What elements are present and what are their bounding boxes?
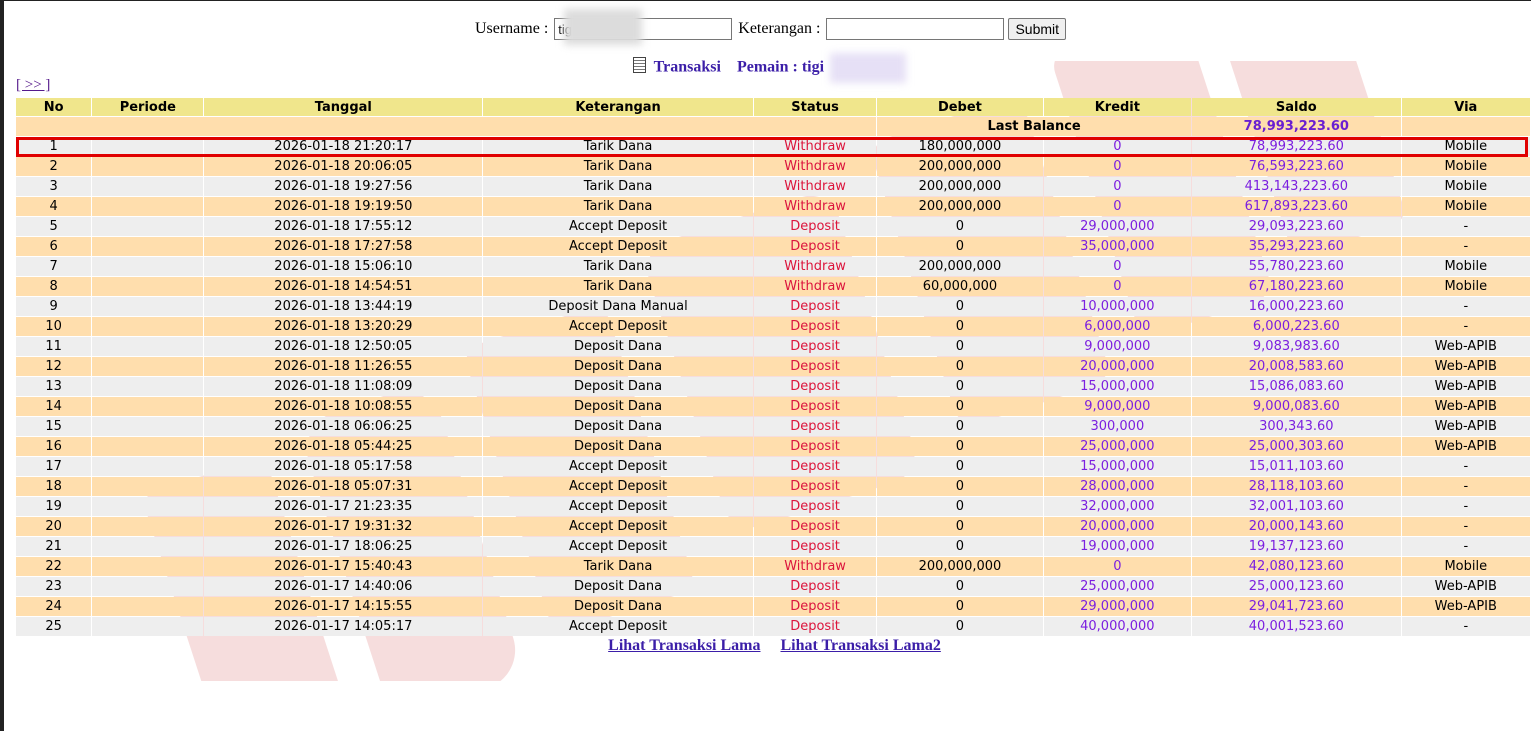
cell-status: Withdraw bbox=[754, 177, 876, 196]
cell-tanggal: 2026-01-18 10:08:55 bbox=[204, 397, 482, 416]
cell-no: 8 bbox=[16, 277, 91, 296]
cell-tanggal: 2026-01-18 05:17:58 bbox=[204, 457, 482, 476]
cell-keterangan: Accept Deposit bbox=[483, 617, 753, 636]
cell-kredit: 29,000,000 bbox=[1044, 217, 1191, 236]
submit-button[interactable]: Submit bbox=[1008, 18, 1066, 40]
cell-kredit: 10,000,000 bbox=[1044, 297, 1191, 316]
cell-tanggal: 2026-01-18 13:20:29 bbox=[204, 317, 482, 336]
cell-no: 14 bbox=[16, 397, 91, 416]
cell-kredit: 32,000,000 bbox=[1044, 497, 1191, 516]
cell-periode bbox=[92, 597, 203, 616]
keterangan-label: Keterangan : bbox=[738, 19, 821, 37]
cell-via: - bbox=[1402, 297, 1530, 316]
cell-status: Deposit bbox=[754, 397, 876, 416]
cell-saldo: 29,093,223.60 bbox=[1192, 217, 1401, 236]
cell-debet: 0 bbox=[877, 577, 1042, 596]
cell-kredit: 0 bbox=[1044, 177, 1191, 196]
cell-periode bbox=[92, 297, 203, 316]
cell-debet: 0 bbox=[877, 337, 1042, 356]
col-periode: Periode bbox=[92, 98, 203, 116]
table-row bbox=[16, 277, 1530, 296]
cell-debet: 200,000,000 bbox=[877, 157, 1042, 176]
cell-debet: 0 bbox=[877, 397, 1042, 416]
cell-tanggal: 2026-01-18 17:27:58 bbox=[204, 237, 482, 256]
cell-saldo: 42,080,123.60 bbox=[1192, 557, 1401, 576]
cell-status: Deposit bbox=[754, 457, 876, 476]
cell-via: Web-APIB bbox=[1402, 437, 1530, 456]
table-row bbox=[16, 497, 1530, 516]
cell-periode bbox=[92, 497, 203, 516]
cell-tanggal: 2026-01-18 11:26:55 bbox=[204, 357, 482, 376]
cell-keterangan: Deposit Dana bbox=[483, 357, 753, 376]
cell-via: Mobile bbox=[1402, 157, 1530, 176]
cell-no: 6 bbox=[16, 237, 91, 256]
col-tanggal: Tanggal bbox=[204, 98, 482, 116]
cell-saldo: 9,083,983.60 bbox=[1192, 337, 1401, 356]
cell-periode bbox=[92, 237, 203, 256]
col-kredit: Kredit bbox=[1044, 98, 1191, 116]
cell-debet: 0 bbox=[877, 317, 1042, 336]
col-no: No bbox=[16, 98, 91, 116]
cell-debet: 180,000,000 bbox=[877, 137, 1042, 156]
cell-saldo: 25,000,303.60 bbox=[1192, 437, 1401, 456]
cell-no: 4 bbox=[16, 197, 91, 216]
cell-keterangan: Tarik Dana bbox=[483, 277, 753, 296]
cell-status: Withdraw bbox=[754, 197, 876, 216]
cell-status: Deposit bbox=[754, 317, 876, 336]
transaksi-title: Transaksi bbox=[653, 58, 721, 76]
cell-via: - bbox=[1402, 217, 1530, 236]
cell-tanggal: 2026-01-18 05:44:25 bbox=[204, 437, 482, 456]
cell-kredit: 300,000 bbox=[1044, 417, 1191, 436]
cell-no: 3 bbox=[16, 177, 91, 196]
cell-status: Deposit bbox=[754, 297, 876, 316]
cell-debet: 0 bbox=[877, 237, 1042, 256]
cell-debet: 0 bbox=[877, 377, 1042, 396]
cell-periode bbox=[92, 437, 203, 456]
table-row bbox=[16, 597, 1530, 616]
last-balance-label: Last Balance bbox=[877, 117, 1191, 136]
cell-tanggal: 2026-01-18 21:20:17 bbox=[204, 137, 482, 156]
cell-tanggal: 2026-01-17 14:05:17 bbox=[204, 617, 482, 636]
cell-tanggal: 2026-01-17 21:23:35 bbox=[204, 497, 482, 516]
cell-no: 12 bbox=[16, 357, 91, 376]
table-row bbox=[16, 197, 1530, 216]
cell-keterangan: Deposit Dana Manual bbox=[483, 297, 753, 316]
username-label: Username : bbox=[474, 19, 549, 37]
cell-via: Mobile bbox=[1402, 557, 1530, 576]
cell-kredit: 0 bbox=[1044, 137, 1191, 156]
cell-status: Deposit bbox=[754, 617, 876, 636]
cell-saldo: 19,137,123.60 bbox=[1192, 537, 1401, 556]
cell-keterangan: Tarik Dana bbox=[483, 157, 753, 176]
cell-kredit: 0 bbox=[1044, 257, 1191, 276]
cell-tanggal: 2026-01-18 19:27:56 bbox=[204, 177, 482, 196]
cell-no: 7 bbox=[16, 257, 91, 276]
cell-via: - bbox=[1402, 457, 1530, 476]
redacted-name-overlay bbox=[830, 53, 906, 83]
cell-via: Web-APIB bbox=[1402, 577, 1530, 596]
cell-debet: 200,000,000 bbox=[877, 557, 1042, 576]
col-status: Status bbox=[754, 98, 876, 116]
cell-no: 20 bbox=[16, 517, 91, 536]
table-row bbox=[16, 257, 1530, 276]
cell-saldo: 15,086,083.60 bbox=[1192, 377, 1401, 396]
cell-saldo: 15,011,103.60 bbox=[1192, 457, 1401, 476]
cell-debet: 60,000,000 bbox=[877, 277, 1042, 296]
cell-kredit: 0 bbox=[1044, 277, 1191, 296]
cell-saldo: 20,008,583.60 bbox=[1192, 357, 1401, 376]
cell-no: 18 bbox=[16, 477, 91, 496]
cell-status: Deposit bbox=[754, 537, 876, 556]
cell-status: Deposit bbox=[754, 477, 876, 496]
col-debet: Debet bbox=[877, 98, 1042, 116]
cell-tanggal: 2026-01-18 15:06:10 bbox=[204, 257, 482, 276]
table-row bbox=[16, 397, 1530, 416]
cell-kredit: 0 bbox=[1044, 157, 1191, 176]
cell-keterangan: Tarik Dana bbox=[483, 557, 753, 576]
cell-tanggal: 2026-01-18 19:19:50 bbox=[204, 197, 482, 216]
table-row bbox=[16, 617, 1530, 636]
cell-debet: 0 bbox=[877, 597, 1042, 616]
cell-no: 16 bbox=[16, 437, 91, 456]
cell-keterangan: Deposit Dana bbox=[483, 397, 753, 416]
cell-debet: 0 bbox=[877, 497, 1042, 516]
cell-status: Deposit bbox=[754, 577, 876, 596]
col-keterangan: Keterangan bbox=[483, 98, 753, 116]
cell-debet: 200,000,000 bbox=[877, 257, 1042, 276]
cell-saldo: 55,780,223.60 bbox=[1192, 257, 1401, 276]
cell-keterangan: Tarik Dana bbox=[483, 137, 753, 156]
cell-periode bbox=[92, 217, 203, 236]
cell-keterangan: Accept Deposit bbox=[483, 317, 753, 336]
cell-status: Deposit bbox=[754, 417, 876, 436]
cell-keterangan: Tarik Dana bbox=[483, 257, 753, 276]
cell-periode bbox=[92, 157, 203, 176]
table-row bbox=[16, 177, 1530, 196]
cell-periode bbox=[92, 337, 203, 356]
cell-keterangan: Deposit Dana bbox=[483, 597, 753, 616]
cell-keterangan: Tarik Dana bbox=[483, 197, 753, 216]
cell-via: Web-APIB bbox=[1402, 337, 1530, 356]
table-header-row bbox=[16, 98, 1530, 116]
cell-status: Withdraw bbox=[754, 277, 876, 296]
cell-periode bbox=[92, 477, 203, 496]
cell-debet: 200,000,000 bbox=[877, 197, 1042, 216]
cell-no: 10 bbox=[16, 317, 91, 336]
table-row bbox=[16, 457, 1530, 476]
transaction-table bbox=[15, 97, 1531, 637]
cell-periode bbox=[92, 317, 203, 336]
cell-no: 22 bbox=[16, 557, 91, 576]
cell-status: Deposit bbox=[754, 337, 876, 356]
cell-status: Deposit bbox=[754, 437, 876, 456]
cell-keterangan: Accept Deposit bbox=[483, 517, 753, 536]
cell-saldo: 300,343.60 bbox=[1192, 417, 1401, 436]
cell-no: 2 bbox=[16, 157, 91, 176]
cell-kredit: 29,000,000 bbox=[1044, 597, 1191, 616]
cell-via: Mobile bbox=[1402, 257, 1530, 276]
cell-kredit: 6,000,000 bbox=[1044, 317, 1191, 336]
cell-keterangan: Accept Deposit bbox=[483, 237, 753, 256]
cell-keterangan: Deposit Dana bbox=[483, 437, 753, 456]
cell-tanggal: 2026-01-18 05:07:31 bbox=[204, 477, 482, 496]
cell-keterangan: Deposit Dana bbox=[483, 577, 753, 596]
cell-no: 11 bbox=[16, 337, 91, 356]
cell-periode bbox=[92, 417, 203, 436]
cell-no: 24 bbox=[16, 597, 91, 616]
table-row bbox=[16, 557, 1530, 576]
last-balance-row bbox=[16, 117, 1530, 136]
cell-status: Deposit bbox=[754, 597, 876, 616]
cell-keterangan: Accept Deposit bbox=[483, 457, 753, 476]
cell-debet: 0 bbox=[877, 437, 1042, 456]
cell-kredit: 40,000,000 bbox=[1044, 617, 1191, 636]
cell-periode bbox=[92, 177, 203, 196]
cell-via: Web-APIB bbox=[1402, 377, 1530, 396]
cell-kredit: 15,000,000 bbox=[1044, 457, 1191, 476]
cell-no: 25 bbox=[16, 617, 91, 636]
cell-status: Withdraw bbox=[754, 137, 876, 156]
cell-saldo: 413,143,223.60 bbox=[1192, 177, 1401, 196]
cell-kredit: 35,000,000 bbox=[1044, 237, 1191, 256]
table-row bbox=[16, 537, 1530, 556]
table-row bbox=[16, 517, 1530, 536]
cell-kredit: 28,000,000 bbox=[1044, 477, 1191, 496]
cell-tanggal: 2026-01-17 14:15:55 bbox=[204, 597, 482, 616]
cell-no: 9 bbox=[16, 297, 91, 316]
table-row bbox=[16, 317, 1530, 336]
cell-no: 5 bbox=[16, 217, 91, 236]
cell-debet: 0 bbox=[877, 617, 1042, 636]
cell-kredit: 25,000,000 bbox=[1044, 577, 1191, 596]
lihat-transaksi-lama2-link[interactable]: Lihat Transaksi Lama2 bbox=[780, 637, 941, 654]
cell-saldo: 35,293,223.60 bbox=[1192, 237, 1401, 256]
cell-debet: 0 bbox=[877, 357, 1042, 376]
cell-status: Withdraw bbox=[754, 157, 876, 176]
cell-status: Deposit bbox=[754, 357, 876, 376]
keterangan-input[interactable] bbox=[826, 18, 1004, 40]
cell-keterangan: Accept Deposit bbox=[483, 497, 753, 516]
cell-debet: 0 bbox=[877, 457, 1042, 476]
cell-kredit: 0 bbox=[1044, 197, 1191, 216]
cell-periode bbox=[92, 277, 203, 296]
cell-status: Deposit bbox=[754, 517, 876, 536]
page-heading bbox=[4, 53, 1531, 83]
cell-kredit: 20,000,000 bbox=[1044, 357, 1191, 376]
cell-saldo: 32,001,103.60 bbox=[1192, 497, 1401, 516]
cell-periode bbox=[92, 457, 203, 476]
cell-tanggal: 2026-01-17 15:40:43 bbox=[204, 557, 482, 576]
cell-via: Mobile bbox=[1402, 137, 1530, 156]
cell-tanggal: 2026-01-17 18:06:25 bbox=[204, 537, 482, 556]
cell-via: Web-APIB bbox=[1402, 357, 1530, 376]
cell-debet: 0 bbox=[877, 417, 1042, 436]
cell-debet: 200,000,000 bbox=[877, 177, 1042, 196]
cell-tanggal: 2026-01-18 06:06:25 bbox=[204, 417, 482, 436]
next-page-link[interactable]: [ >> ] bbox=[16, 77, 51, 93]
table-row bbox=[16, 337, 1530, 356]
cell-tanggal: 2026-01-18 20:06:05 bbox=[204, 157, 482, 176]
cell-keterangan: Accept Deposit bbox=[483, 537, 753, 556]
cell-via: - bbox=[1402, 477, 1530, 496]
table-row bbox=[16, 477, 1530, 496]
cell-keterangan: Deposit Dana bbox=[483, 417, 753, 436]
cell-saldo: 28,118,103.60 bbox=[1192, 477, 1401, 496]
cell-saldo: 78,993,223.60 bbox=[1192, 137, 1401, 156]
cell-saldo: 9,000,083.60 bbox=[1192, 397, 1401, 416]
cell-status: Withdraw bbox=[754, 257, 876, 276]
cell-keterangan: Tarik Dana bbox=[483, 177, 753, 196]
cell-saldo: 6,000,223.60 bbox=[1192, 317, 1401, 336]
cell-via: - bbox=[1402, 317, 1530, 336]
document-icon bbox=[633, 57, 646, 73]
cell-tanggal: 2026-01-18 13:44:19 bbox=[204, 297, 482, 316]
footer-links bbox=[4, 637, 1531, 655]
cell-debet: 0 bbox=[877, 217, 1042, 236]
cell-no: 23 bbox=[16, 577, 91, 596]
cell-keterangan: Accept Deposit bbox=[483, 217, 753, 236]
cell-saldo: 25,000,123.60 bbox=[1192, 577, 1401, 596]
col-via: Via bbox=[1402, 98, 1530, 116]
cell-saldo: 29,041,723.60 bbox=[1192, 597, 1401, 616]
cell-no: 15 bbox=[16, 417, 91, 436]
table-row bbox=[16, 217, 1530, 236]
cell-tanggal: 2026-01-18 11:08:09 bbox=[204, 377, 482, 396]
cell-via: - bbox=[1402, 497, 1530, 516]
cell-periode bbox=[92, 357, 203, 376]
cell-saldo: 20,000,143.60 bbox=[1192, 517, 1401, 536]
lihat-transaksi-lama-link[interactable]: Lihat Transaksi Lama bbox=[608, 637, 761, 654]
cell-keterangan: Accept Deposit bbox=[483, 477, 753, 496]
cell-status: Deposit bbox=[754, 497, 876, 516]
cell-via: - bbox=[1402, 237, 1530, 256]
table-row bbox=[16, 237, 1530, 256]
cell-via: Web-APIB bbox=[1402, 397, 1530, 416]
cell-periode bbox=[92, 537, 203, 556]
cell-kredit: 25,000,000 bbox=[1044, 437, 1191, 456]
cell-kredit: 15,000,000 bbox=[1044, 377, 1191, 396]
cell-via: - bbox=[1402, 617, 1530, 636]
cell-periode bbox=[92, 577, 203, 596]
cell-status: Deposit bbox=[754, 237, 876, 256]
table-row bbox=[16, 377, 1530, 396]
cell-tanggal: 2026-01-18 12:50:05 bbox=[204, 337, 482, 356]
cell-saldo: 67,180,223.60 bbox=[1192, 277, 1401, 296]
cell-tanggal: 2026-01-17 19:31:32 bbox=[204, 517, 482, 536]
cell-keterangan: Deposit Dana bbox=[483, 377, 753, 396]
cell-keterangan: Deposit Dana bbox=[483, 337, 753, 356]
cell-kredit: 19,000,000 bbox=[1044, 537, 1191, 556]
cell-kredit: 20,000,000 bbox=[1044, 517, 1191, 536]
last-balance-value: 78,993,223.60 bbox=[1192, 117, 1401, 136]
cell-periode bbox=[92, 397, 203, 416]
cell-tanggal: 2026-01-17 14:40:06 bbox=[204, 577, 482, 596]
cell-periode bbox=[92, 617, 203, 636]
cell-no: 1 bbox=[16, 137, 91, 156]
cell-via: - bbox=[1402, 517, 1530, 536]
cell-kredit: 0 bbox=[1044, 557, 1191, 576]
table-row bbox=[16, 137, 1530, 156]
cell-via: - bbox=[1402, 537, 1530, 556]
search-bar bbox=[4, 11, 1531, 47]
cell-via: Web-APIB bbox=[1402, 597, 1530, 616]
table-row bbox=[16, 157, 1530, 176]
table-row bbox=[16, 357, 1530, 376]
cell-debet: 0 bbox=[877, 537, 1042, 556]
cell-periode bbox=[92, 197, 203, 216]
cell-tanggal: 2026-01-18 17:55:12 bbox=[204, 217, 482, 236]
cell-via: Web-APIB bbox=[1402, 417, 1530, 436]
col-saldo: Saldo bbox=[1192, 98, 1401, 116]
cell-periode bbox=[92, 137, 203, 156]
table-row bbox=[16, 297, 1530, 316]
table-row bbox=[16, 437, 1530, 456]
cell-kredit: 9,000,000 bbox=[1044, 397, 1191, 416]
cell-kredit: 9,000,000 bbox=[1044, 337, 1191, 356]
cell-tanggal: 2026-01-18 14:54:51 bbox=[204, 277, 482, 296]
cell-status: Deposit bbox=[754, 377, 876, 396]
cell-periode bbox=[92, 257, 203, 276]
cell-status: Withdraw bbox=[754, 557, 876, 576]
table-row bbox=[16, 417, 1530, 436]
cell-periode bbox=[92, 377, 203, 396]
cell-periode bbox=[92, 517, 203, 536]
cell-no: 19 bbox=[16, 497, 91, 516]
cell-no: 21 bbox=[16, 537, 91, 556]
cell-no: 17 bbox=[16, 457, 91, 476]
cell-saldo: 16,000,223.60 bbox=[1192, 297, 1401, 316]
cell-debet: 0 bbox=[877, 297, 1042, 316]
redacted-username-overlay bbox=[564, 9, 642, 45]
cell-status: Deposit bbox=[754, 217, 876, 236]
cell-periode bbox=[92, 557, 203, 576]
cell-debet: 0 bbox=[877, 517, 1042, 536]
cell-via: Mobile bbox=[1402, 197, 1530, 216]
cell-saldo: 40,001,523.60 bbox=[1192, 617, 1401, 636]
cell-via: Mobile bbox=[1402, 177, 1530, 196]
cell-via: Mobile bbox=[1402, 277, 1530, 296]
cell-saldo: 617,893,223.60 bbox=[1192, 197, 1401, 216]
cell-saldo: 76,593,223.60 bbox=[1192, 157, 1401, 176]
table-row bbox=[16, 577, 1530, 596]
cell-no: 13 bbox=[16, 377, 91, 396]
cell-debet: 0 bbox=[877, 477, 1042, 496]
pemain-title: Pemain : tigi bbox=[736, 58, 825, 76]
